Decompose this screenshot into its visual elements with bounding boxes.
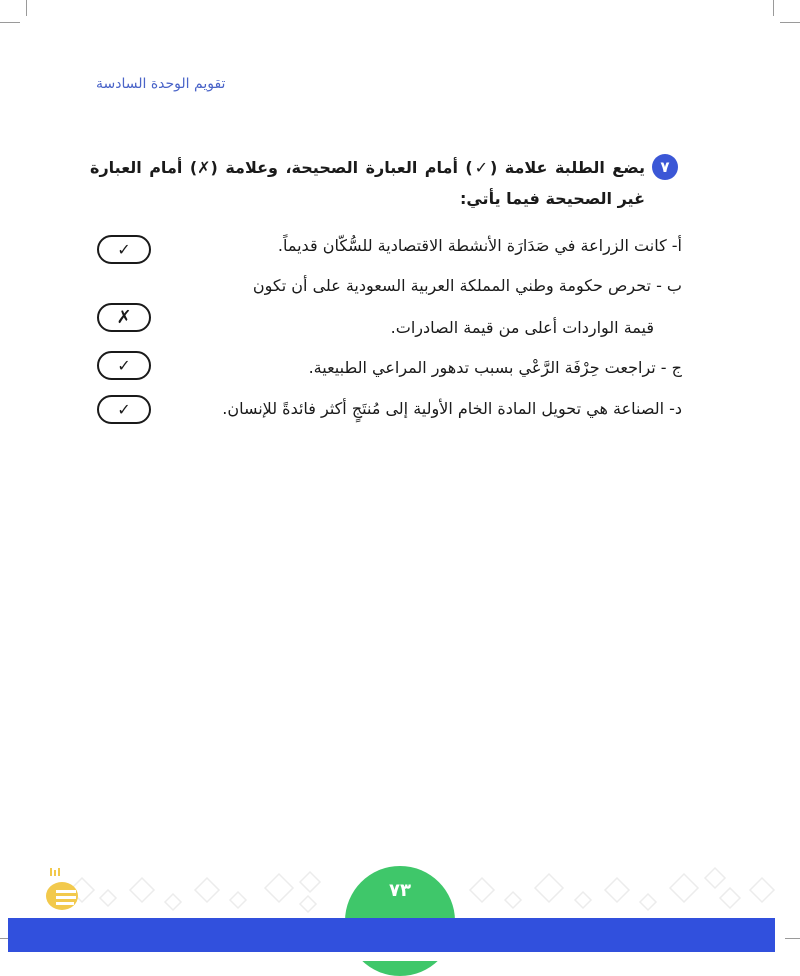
- statement-d: د- الصناعة هي تحويل المادة الخام الأولية إلى مُنتَجٍ أكثر فائدةً للإنسان.: [222, 399, 682, 418]
- ministry-logo-icon: [44, 868, 80, 914]
- footer-bar: [8, 918, 775, 952]
- statement-b-line2: قيمة الواردات أعلى من قيمة الصادرات.: [390, 318, 654, 337]
- answer-b-cross-icon[interactable]: ✗: [97, 303, 151, 332]
- statement-c: ج - تراجعت حِرْفَة الرَّعْي بسبب تدهور المراعي الطبيعية.: [308, 358, 682, 377]
- page-number: ٧٣: [389, 880, 411, 901]
- statement-b-line1: ب - تحرص حكومة وطني المملكة العربية السعودية على أن تكون: [252, 276, 682, 295]
- footer-gap: [8, 952, 775, 961]
- crop-mark: [0, 938, 8, 939]
- crop-mark: [780, 22, 800, 23]
- statement-a: أ- كانت الزراعة في صَدَارَة الأنشطة الاقتصادية للسُّكّان قديماً.: [277, 236, 682, 255]
- answer-d-check-icon[interactable]: ✓: [97, 395, 151, 424]
- answer-c-check-icon[interactable]: ✓: [97, 351, 151, 380]
- question-text: يضع الطلبة علامة (✓) أمام العبارة الصحيحة، وعلامة (✗) أمام العبارة غير الصحيحة فيما يأتي:: [90, 158, 645, 208]
- crop-mark: [773, 0, 774, 16]
- unit-title: تقويم الوحدة السادسة: [96, 76, 226, 92]
- crop-mark: [26, 0, 27, 16]
- answer-a-check-icon[interactable]: ✓: [97, 235, 151, 264]
- crop-mark: [785, 938, 800, 939]
- question-number-badge: ٧: [652, 154, 678, 180]
- crop-mark: [0, 22, 20, 23]
